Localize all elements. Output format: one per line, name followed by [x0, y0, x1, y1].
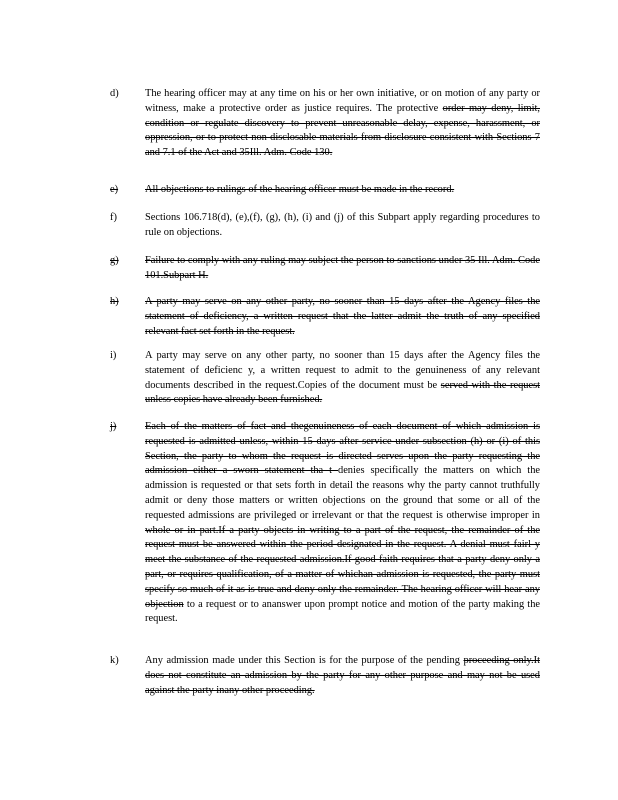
item-text — [145, 254, 540, 284]
text-segment: denies specifically the matters on which the admission is requested or that sets forth in detail the reasons why the party cannot truthfully admit or deny those matters or written objections on the ground that some or all of the requested admissions are privileged or irrelevant or that the request is otherwise improper in — [145, 465, 541, 521]
item-label: k) — [110, 655, 119, 666]
text-segment: A party may serve on any other party, no sooner than 15 days after the Agency files the statement of deficienc y, a written request to admit to the genuineness of any relevant documents described in the request.Copies of the document must be — [145, 350, 540, 391]
struck-text-segment: Failure to comply with any ruling may subject the person to sanctions under 35 Ill. Adm. Code 101.Subpart H. — [145, 255, 540, 281]
item-label: i) — [110, 350, 117, 361]
item-k — [110, 654, 540, 698]
item-text — [145, 420, 540, 627]
item-label: f) — [110, 212, 117, 223]
text-segment: to a request or to ananswer upon prompt notice and motion of the party making the request. — [145, 598, 540, 625]
struck-text-segment: whole or in part.If a party objects in writing to a part of the request, the remainder of the request must be answered within the period designated in the request. A denial must fairl y meet the substance of the requested admission.If good faith requires that a party deny only a part, or requires qualification, of a matter of whichan admission is requested, the party must specify so much of it as is true and deny only the remainder. The hearing officer will hear any objection — [145, 524, 540, 610]
struck-text-segment: Each of the matters of fact and thegenuineness of each document of which admission is requested is admitted unless, within 15 days after service under subsection (h) or (i) of this Section, the party to whom the request is directed serves upon the party requesting the admission either a sworn statement tha t — [145, 421, 540, 477]
item-j — [110, 420, 540, 627]
struck-text-segment: order may deny, limit, condition or regulate discovery to prevent unreasonable delay, expense, harassment, or oppression, or to protect non disclosable materials from disclosure consistent with Sections 7 and 7.1 of the Act and 35Ill. Adm. Code 130. — [145, 102, 540, 159]
item-label: e) — [110, 184, 119, 195]
item-e — [110, 183, 540, 198]
item-i — [110, 349, 540, 408]
item-g — [110, 254, 540, 284]
text-segment: The hearing officer may at any time on his or her own initiative, or on motion of any party or witness, make a protective order as justice requires. The protective — [145, 88, 540, 114]
item-text — [145, 211, 540, 241]
struck-text-segment: served with the request unless copies have already been furnished. — [145, 379, 540, 406]
struck-text-segment: All objections to rulings of the hearing officer must be made in the record. — [145, 184, 455, 195]
item-f — [110, 211, 540, 241]
struck-text-segment: A party may serve on any other party, no sooner than 15 days after the Agency files the statement of deficiency, a written request that the latter admit the truth of any specified relevant fact set forth in the request. — [145, 296, 540, 337]
item-label: h) — [110, 296, 119, 307]
item-label: g) — [110, 255, 119, 266]
text-segment: Any admission made under this Section is for the purpose of the pending — [145, 655, 464, 666]
item-text — [145, 87, 540, 161]
item-d — [110, 87, 540, 161]
item-text — [145, 349, 540, 408]
item-text — [145, 183, 540, 198]
item-text — [145, 654, 540, 698]
item-label: d) — [110, 88, 119, 99]
item-label: j) — [110, 421, 117, 432]
item-h — [110, 295, 540, 339]
item-text — [145, 295, 540, 339]
struck-text-segment: proceeding only.It does not constitute an admission by the party for any other purpose and may not be used against the party inany other proceeding. — [145, 655, 541, 696]
text-segment: Sections 106.718(d), (e),(f), (g), (h), (i) and (j) of this Subpart apply regarding procedures to rule on objections. — [145, 212, 540, 238]
